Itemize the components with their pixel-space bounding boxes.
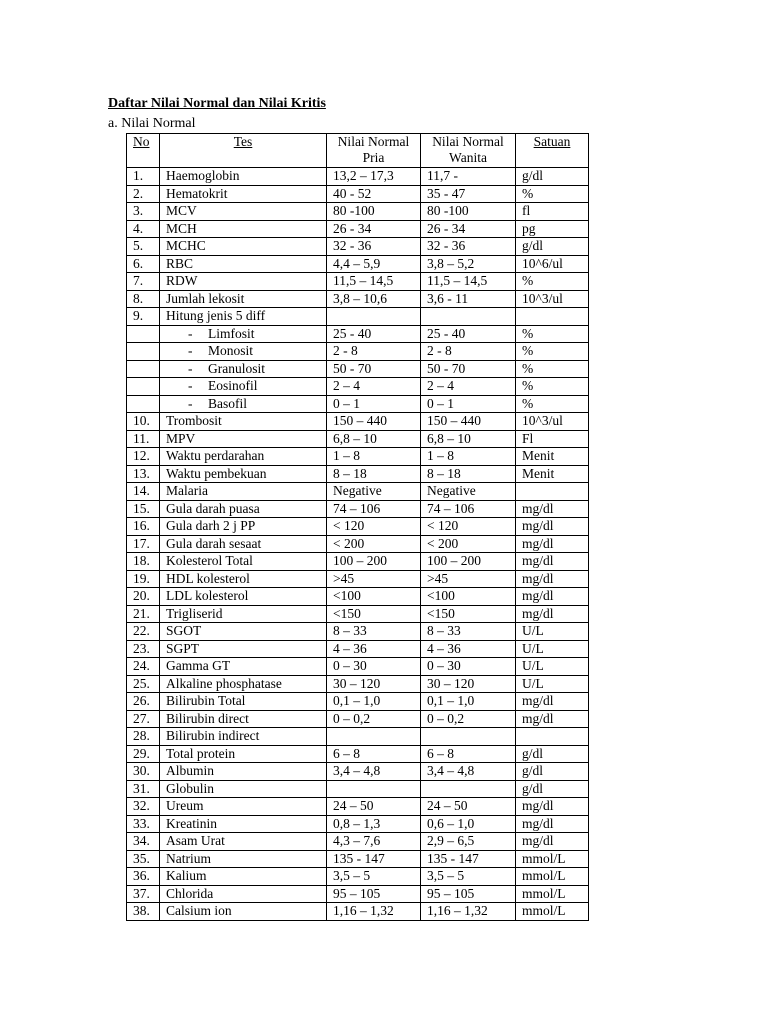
table-row (127, 465, 589, 483)
sub-item-dash: - (188, 325, 193, 341)
header-satuan-label: Satuan (533, 134, 571, 149)
unit-cell: 10^3/ul (516, 413, 589, 431)
table-row (127, 623, 589, 641)
table-row (127, 693, 589, 711)
unit-cell: % (516, 273, 589, 291)
unit-cell: % (516, 395, 589, 413)
sub-item-name: Limfosit (208, 325, 255, 341)
value-pria-cell: 40 - 52 (327, 185, 421, 203)
unit-cell (516, 728, 589, 746)
unit-cell: mg/dl (516, 815, 589, 833)
table-row (127, 238, 589, 256)
sub-item-name: Basofil (208, 395, 247, 411)
row-number-cell: 11. (127, 430, 160, 448)
row-number-cell: 29. (127, 745, 160, 763)
table-row (127, 833, 589, 851)
value-pria-cell: 0 – 30 (327, 658, 421, 676)
row-number-cell: 31. (127, 780, 160, 798)
test-name-cell: MCHC (160, 238, 327, 256)
row-number-cell: 22. (127, 623, 160, 641)
test-name-cell: Jumlah lekosit (160, 290, 327, 308)
unit-cell: Menit (516, 465, 589, 483)
table-row (127, 325, 589, 343)
test-name-cell: Gula darah puasa (160, 500, 327, 518)
value-wanita-cell (421, 780, 516, 798)
table-row (127, 413, 589, 431)
value-pria-cell: 95 – 105 (327, 885, 421, 903)
value-pria-cell: 8 – 33 (327, 623, 421, 641)
test-name-cell: Trigliserid (160, 605, 327, 623)
header-tes-label: Tes (233, 134, 253, 149)
test-name-cell: Haemoglobin (160, 168, 327, 186)
value-pria-cell: < 200 (327, 535, 421, 553)
test-name-cell: Waktu perdarahan (160, 448, 327, 466)
test-name-cell: Asam Urat (160, 833, 327, 851)
row-number-cell: 34. (127, 833, 160, 851)
unit-cell (516, 308, 589, 326)
table-row (127, 798, 589, 816)
row-number-cell: 20. (127, 588, 160, 606)
value-wanita-cell: 8 – 18 (421, 465, 516, 483)
value-wanita-cell: 100 – 200 (421, 553, 516, 571)
value-wanita-cell (421, 728, 516, 746)
value-pria-cell (327, 308, 421, 326)
value-pria-cell: < 120 (327, 518, 421, 536)
value-wanita-cell: 2 - 8 (421, 343, 516, 361)
test-name-cell: Hitung jenis 5 diff (160, 308, 327, 326)
row-number-cell (127, 395, 160, 413)
table-row (127, 168, 589, 186)
value-pria-cell: 6 – 8 (327, 745, 421, 763)
unit-cell: Fl (516, 430, 589, 448)
table-row (127, 308, 589, 326)
unit-cell: U/L (516, 623, 589, 641)
value-wanita-cell: 135 - 147 (421, 850, 516, 868)
row-number-cell: 36. (127, 868, 160, 886)
test-name-cell: Natrium (160, 850, 327, 868)
row-number-cell: 16. (127, 518, 160, 536)
value-wanita-cell: 0 – 30 (421, 658, 516, 676)
row-number-cell: 9. (127, 308, 160, 326)
value-wanita-cell: 1 – 8 (421, 448, 516, 466)
row-number-cell: 30. (127, 763, 160, 781)
value-pria-cell (327, 728, 421, 746)
document-title: Daftar Nilai Normal dan Nilai Kritis (108, 96, 326, 111)
value-pria-cell: 0,8 – 1,3 (327, 815, 421, 833)
value-pria-cell: 8 – 18 (327, 465, 421, 483)
row-number-cell: 37. (127, 885, 160, 903)
row-number-cell: 23. (127, 640, 160, 658)
value-pria-cell: 6,8 – 10 (327, 430, 421, 448)
unit-cell: mmol/L (516, 903, 589, 921)
value-wanita-cell: 8 – 33 (421, 623, 516, 641)
value-wanita-cell: 150 – 440 (421, 413, 516, 431)
test-name-cell: Total protein (160, 745, 327, 763)
table-row (127, 815, 589, 833)
unit-cell: % (516, 378, 589, 396)
table-row (127, 273, 589, 291)
unit-cell: 10^3/ul (516, 290, 589, 308)
row-number-cell: 28. (127, 728, 160, 746)
value-pria-cell: Negative (327, 483, 421, 501)
value-wanita-cell: >45 (421, 570, 516, 588)
sub-item-name: Eosinofil (208, 378, 258, 393)
value-pria-cell: 4,3 – 7,6 (327, 833, 421, 851)
value-wanita-cell: 6,8 – 10 (421, 430, 516, 448)
value-wanita-cell: < 120 (421, 518, 516, 536)
row-number-cell: 4. (127, 220, 160, 238)
row-number-cell: 35. (127, 850, 160, 868)
unit-cell: U/L (516, 640, 589, 658)
table-row (127, 518, 589, 536)
test-name-cell (160, 325, 327, 343)
test-name-cell: Globulin (160, 780, 327, 798)
test-name-cell: SGPT (160, 640, 327, 658)
test-name-cell: Ureum (160, 798, 327, 816)
table-row (127, 710, 589, 728)
table-row (127, 868, 589, 886)
value-wanita-cell: 80 -100 (421, 203, 516, 221)
section-heading: a. Nilai Normal (108, 116, 196, 131)
row-number-cell: 27. (127, 710, 160, 728)
test-name-cell (160, 343, 327, 361)
unit-cell: mg/dl (516, 588, 589, 606)
test-name-cell: Kalium (160, 868, 327, 886)
unit-cell: g/dl (516, 745, 589, 763)
value-wanita-cell: 35 - 47 (421, 185, 516, 203)
row-number-cell: 10. (127, 413, 160, 431)
test-name-cell: Alkaline phosphatase (160, 675, 327, 693)
row-number-cell: 33. (127, 815, 160, 833)
row-number-cell: 26. (127, 693, 160, 711)
unit-cell: mg/dl (516, 798, 589, 816)
header-tes (160, 134, 327, 168)
value-pria-cell: 30 – 120 (327, 675, 421, 693)
table-row (127, 763, 589, 781)
table-row (127, 588, 589, 606)
row-number-cell: 21. (127, 605, 160, 623)
row-number-cell (127, 325, 160, 343)
table-row (127, 203, 589, 221)
test-name-cell: Malaria (160, 483, 327, 501)
row-number-cell: 13. (127, 465, 160, 483)
table-row (127, 885, 589, 903)
value-pria-cell: 26 - 34 (327, 220, 421, 238)
unit-cell: % (516, 185, 589, 203)
row-number-cell: 14. (127, 483, 160, 501)
value-pria-cell (327, 780, 421, 798)
row-number-cell: 8. (127, 290, 160, 308)
table-row (127, 220, 589, 238)
value-wanita-cell: 3,6 - 11 (421, 290, 516, 308)
row-number-cell: 3. (127, 203, 160, 221)
value-pria-cell: >45 (327, 570, 421, 588)
value-wanita-cell: 26 - 34 (421, 220, 516, 238)
unit-cell: mg/dl (516, 553, 589, 571)
value-pria-cell: 74 – 106 (327, 500, 421, 518)
unit-cell: mg/dl (516, 710, 589, 728)
row-number-cell: 6. (127, 255, 160, 273)
table-body (127, 168, 589, 921)
unit-cell: 10^6/ul (516, 255, 589, 273)
value-pria-cell: 13,2 – 17,3 (327, 168, 421, 186)
unit-cell (516, 483, 589, 501)
header-pria-line2: Pria (362, 150, 385, 165)
table-row (127, 430, 589, 448)
value-wanita-cell: 30 – 120 (421, 675, 516, 693)
table-row (127, 448, 589, 466)
table-row (127, 605, 589, 623)
test-name-cell (160, 360, 327, 378)
row-number-cell: 25. (127, 675, 160, 693)
unit-cell: g/dl (516, 763, 589, 781)
test-name-cell: Albumin (160, 763, 327, 781)
unit-cell: g/dl (516, 238, 589, 256)
unit-cell: mg/dl (516, 500, 589, 518)
value-pria-cell: 100 – 200 (327, 553, 421, 571)
row-number-cell: 18. (127, 553, 160, 571)
table-row (127, 745, 589, 763)
value-wanita-cell: 2 – 4 (421, 378, 516, 396)
test-name-cell: SGOT (160, 623, 327, 641)
value-pria-cell: 0 – 0,2 (327, 710, 421, 728)
row-number-cell: 2. (127, 185, 160, 203)
row-number-cell: 7. (127, 273, 160, 291)
value-pria-cell: 4,4 – 5,9 (327, 255, 421, 273)
test-name-cell: Bilirubin direct (160, 710, 327, 728)
unit-cell: g/dl (516, 780, 589, 798)
value-pria-cell: 3,4 – 4,8 (327, 763, 421, 781)
unit-cell: mmol/L (516, 850, 589, 868)
unit-cell: mg/dl (516, 833, 589, 851)
table-row (127, 570, 589, 588)
value-wanita-cell: 0 – 0,2 (421, 710, 516, 728)
value-wanita-cell: 3,4 – 4,8 (421, 763, 516, 781)
row-number-cell (127, 343, 160, 361)
table-row (127, 640, 589, 658)
sub-item-dash: - (188, 360, 193, 376)
header-nilai-normal-pria (327, 134, 421, 168)
value-pria-cell: 1 – 8 (327, 448, 421, 466)
table-row (127, 343, 589, 361)
row-number-cell (127, 378, 160, 396)
table-header-row (127, 134, 589, 168)
value-wanita-cell: 4 – 36 (421, 640, 516, 658)
test-name-cell: Chlorida (160, 885, 327, 903)
normal-values-table (126, 133, 589, 921)
value-pria-cell: 24 – 50 (327, 798, 421, 816)
table-row (127, 553, 589, 571)
value-pria-cell: 150 – 440 (327, 413, 421, 431)
table-row (127, 658, 589, 676)
test-name-cell: Gula darah sesaat (160, 535, 327, 553)
value-pria-cell: 2 - 8 (327, 343, 421, 361)
row-number-cell: 19. (127, 570, 160, 588)
table-row (127, 728, 589, 746)
sub-item-dash: - (188, 343, 193, 358)
table-row (127, 185, 589, 203)
unit-cell: mmol/L (516, 885, 589, 903)
test-name-cell: Gula darh 2 j PP (160, 518, 327, 536)
unit-cell: U/L (516, 658, 589, 676)
value-wanita-cell: < 200 (421, 535, 516, 553)
row-number-cell: 15. (127, 500, 160, 518)
table-row (127, 850, 589, 868)
unit-cell: pg (516, 220, 589, 238)
value-wanita-cell: 0 – 1 (421, 395, 516, 413)
unit-cell: % (516, 325, 589, 343)
table-row (127, 360, 589, 378)
value-pria-cell: 0,1 – 1,0 (327, 693, 421, 711)
test-name-cell (160, 395, 327, 413)
sub-item-dash: - (188, 395, 193, 411)
test-name-cell: Hematokrit (160, 185, 327, 203)
table-row (127, 290, 589, 308)
value-pria-cell: 4 – 36 (327, 640, 421, 658)
test-name-cell: MCV (160, 203, 327, 221)
test-name-cell: Bilirubin Total (160, 693, 327, 711)
test-name-cell: Waktu pembekuan (160, 465, 327, 483)
test-name-cell: HDL kolesterol (160, 570, 327, 588)
value-pria-cell: 135 - 147 (327, 850, 421, 868)
row-number-cell: 1. (127, 168, 160, 186)
value-wanita-cell: 32 - 36 (421, 238, 516, 256)
row-number-cell: 38. (127, 903, 160, 921)
header-satuan (516, 134, 589, 168)
table-row (127, 395, 589, 413)
test-name-cell: LDL kolesterol (160, 588, 327, 606)
test-name-cell: RBC (160, 255, 327, 273)
table-row (127, 378, 589, 396)
header-wanita-line2: Wanita (449, 150, 487, 165)
unit-cell: mg/dl (516, 693, 589, 711)
test-name-cell: Gamma GT (160, 658, 327, 676)
value-pria-cell: 3,8 – 10,6 (327, 290, 421, 308)
value-pria-cell: 25 - 40 (327, 325, 421, 343)
value-wanita-cell: 50 - 70 (421, 360, 516, 378)
value-wanita-cell: <150 (421, 605, 516, 623)
value-pria-cell: 80 -100 (327, 203, 421, 221)
table-row (127, 903, 589, 921)
unit-cell: g/dl (516, 168, 589, 186)
value-wanita-cell: 74 – 106 (421, 500, 516, 518)
value-wanita-cell: 1,16 – 1,32 (421, 903, 516, 921)
test-name-cell: Trombosit (160, 413, 327, 431)
value-wanita-cell: <100 (421, 588, 516, 606)
unit-cell: % (516, 343, 589, 361)
unit-cell: U/L (516, 675, 589, 693)
row-number-cell (127, 360, 160, 378)
table-row (127, 780, 589, 798)
table-row (127, 675, 589, 693)
value-pria-cell: 3,5 – 5 (327, 868, 421, 886)
test-name-cell: MCH (160, 220, 327, 238)
value-wanita-cell: 0,6 – 1,0 (421, 815, 516, 833)
value-pria-cell: 0 – 1 (327, 395, 421, 413)
unit-cell: mg/dl (516, 535, 589, 553)
header-wanita-line1: Nilai Normal (432, 134, 504, 149)
unit-cell: Menit (516, 448, 589, 466)
sub-item-name: Granulosit (208, 360, 265, 376)
value-wanita-cell: 11,7 - (421, 168, 516, 186)
test-name-cell: Kreatinin (160, 815, 327, 833)
row-number-cell: 12. (127, 448, 160, 466)
value-pria-cell: 11,5 – 14,5 (327, 273, 421, 291)
header-no (127, 134, 160, 168)
value-wanita-cell: 25 - 40 (421, 325, 516, 343)
value-pria-cell: 32 - 36 (327, 238, 421, 256)
test-name-cell: MPV (160, 430, 327, 448)
value-pria-cell: <150 (327, 605, 421, 623)
value-pria-cell: 50 - 70 (327, 360, 421, 378)
unit-cell: mg/dl (516, 570, 589, 588)
row-number-cell: 32. (127, 798, 160, 816)
value-wanita-cell: 3,5 – 5 (421, 868, 516, 886)
table-row (127, 500, 589, 518)
test-name-cell: Kolesterol Total (160, 553, 327, 571)
value-wanita-cell: Negative (421, 483, 516, 501)
test-name-cell: Bilirubin indirect (160, 728, 327, 746)
test-name-cell: RDW (160, 273, 327, 291)
unit-cell: mg/dl (516, 518, 589, 536)
value-pria-cell: 1,16 – 1,32 (327, 903, 421, 921)
unit-cell: mmol/L (516, 868, 589, 886)
row-number-cell: 5. (127, 238, 160, 256)
row-number-cell: 24. (127, 658, 160, 676)
header-pria-line1: Nilai Normal (337, 134, 410, 149)
value-wanita-cell: 6 – 8 (421, 745, 516, 763)
value-wanita-cell: 95 – 105 (421, 885, 516, 903)
value-pria-cell: <100 (327, 588, 421, 606)
table-row (127, 483, 589, 501)
header-no-label: No (133, 134, 150, 149)
table-row (127, 255, 589, 273)
value-wanita-cell: 2,9 – 6,5 (421, 833, 516, 851)
sub-item-dash: - (188, 378, 193, 393)
row-number-cell: 17. (127, 535, 160, 553)
value-wanita-cell: 3,8 – 5,2 (421, 255, 516, 273)
test-name-cell: Calsium ion (160, 903, 327, 921)
header-nilai-normal-wanita (421, 134, 516, 168)
sub-item-name: Monosit (208, 343, 254, 358)
value-wanita-cell: 24 – 50 (421, 798, 516, 816)
value-pria-cell: 2 – 4 (327, 378, 421, 396)
table-row (127, 535, 589, 553)
unit-cell: fl (516, 203, 589, 221)
unit-cell: mg/dl (516, 605, 589, 623)
value-wanita-cell: 0,1 – 1,0 (421, 693, 516, 711)
unit-cell: % (516, 360, 589, 378)
value-wanita-cell: 11,5 – 14,5 (421, 273, 516, 291)
value-wanita-cell (421, 308, 516, 326)
test-name-cell (160, 378, 327, 396)
